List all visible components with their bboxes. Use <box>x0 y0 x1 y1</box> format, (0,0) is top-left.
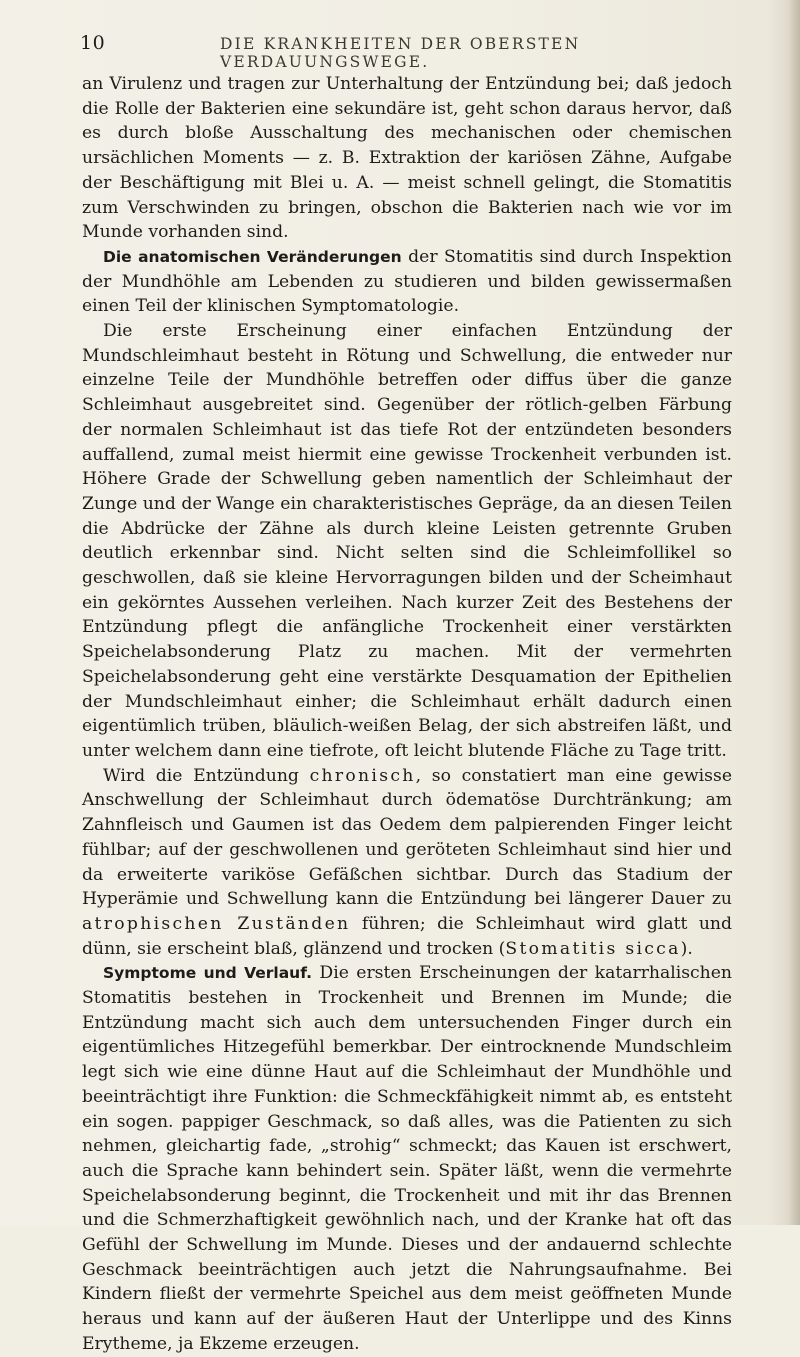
section-lead-anatomical-changes: Die anatomischen Veränderungen <box>103 247 402 266</box>
page-header <box>80 32 730 71</box>
chronic-text-after: führen; die Schleimhaut wird glatt und dünn, sie erscheint blaß, glänzend und trocken ( <box>82 913 733 959</box>
body-text <box>82 72 732 1357</box>
paragraph-symptoms-course <box>82 961 732 1356</box>
chronic-text-end: ). <box>680 938 693 959</box>
emphasis-stomatitis-sicca: Stomatitis sicca <box>505 938 681 959</box>
chronic-text-middle: , so constatiert man eine gewisse Anschwellung der Schleimhaut durch ödematöse Durchtränkung; am Zahnfleisch und Gaumen ist das Oedem dem palpierenden Finger leicht fühlbar; auf der geschwollenen und geröteten Schleimhaut sind hier und da erweiterte variköse Gefäßchen sichtbar. Durch das Stadium der Hyperämie und Schwellung kann die Entzündung bei längerer Dauer zu <box>82 765 732 910</box>
paragraph-intro <box>82 72 732 245</box>
page-edge-shadow <box>788 0 800 1225</box>
paragraph-first-symptoms-text: Die erste Erscheinung einer einfachen Entzündung der Mundschleimhaut besteht in Rötung und Schwellung, die entweder nur einzelne Teile der Mundhöhle betreffen oder diffus über die ganze Schleimhaut ausgebreitet sind. Gegenüber der rötlich-gelben Färbung der normalen Schleimhaut ist das tiefe Rot der entzündeten besonders auffallend, zumal meist hiermit eine gewisse Trockenheit verbunden ist. Höhere Grade der Schwellung geben namentlich der Schleimhaut der Zunge und der Wange ein charakteristisches Gepräge, da an diesen Teilen die Abdrücke der Zähne als durch kleine Leisten getrennte Gruben deutlich erkennbar sind. Nicht selten sind die Schleimfollikel so geschwollen, daß sie kleine Hervorragungen bilden und der Scheimhaut ein gekörntes Aussehen verleihen. Nach kurzer Zeit des Bestehens der Entzündung pflegt die anfängliche Trockenheit einer verstärkten Speichelabsonderung Platz zu machen. Mit der vermehrten Speichelabsonderung geht eine verstärkte Desquamation der Epithelien der Mundschleimhaut einher; die Schleimhaut erhält dadurch einen eigentümlich trüben, bläulich-weißen Belag, der sich abstreifen läßt, und unter welchem dann eine tiefrote, oft leicht blutende Fläche zu Tage tritt. <box>82 321 733 761</box>
paragraph-first-symptoms <box>82 319 732 764</box>
chronic-text-before: Wird die Entzündung <box>103 765 310 786</box>
section-lead-symptoms-course: Symptome und Verlauf. <box>103 964 312 983</box>
page-number: 10 <box>80 32 106 54</box>
paragraph-anatomical-changes-text: der Stomatitis sind durch Inspektion der Mundhöhle am Lebenden zu studieren und bilden gewissermaßen einen Teil der klinischen Symptomatologie. <box>82 246 733 317</box>
paragraph-intro-text: an Virulenz und tragen zur Unterhaltung der Entzündung bei; daß jedoch die Rolle der Bakterien eine sekundäre ist, geht schon daraus hervor, daß es durch bloße Ausschaltung des mechanischen oder chemischen ursächlichen Moments — z. B. Extraktion der kariösen Zähne, Aufgabe der Beschäftigung mit Blei u. A. — meist schnell gelingt, die Stomatitis zum Verschwinden zu bringen, obschon die Bakterien nach wie vor im Munde vorhanden sind. <box>82 74 732 243</box>
emphasis-atrophischen-zustaenden: atrophischen Zuständen <box>82 913 351 934</box>
running-title: DIE KRANKHEITEN DER OBERSTEN VERDAUUNGSWEGE. <box>220 35 581 71</box>
emphasis-chronisch: chronisch <box>309 765 416 786</box>
paragraph-anatomical-changes <box>82 245 732 319</box>
paragraph-symptoms-course-text: Die ersten Erscheinungen der katarrhalischen Stomatitis bestehen in Trockenheit und Brennen im Munde; die Entzündung macht sich auch dem untersuchenden Finger durch ein eigentümliches Hitzegefühl bemerkbar. Der eintrocknende Mundschleim legt sich wie eine dünne Haut auf die Schleimhaut der Mundhöhle und beeinträchtigt ihre Funktion: die Schmeckfähigkeit nimmt ab, es entsteht ein sogen. pappiger Geschmack, so daß alles, was die Patienten zu sich nehmen, gleichartig fade, „strohig“ schmeckt; das Kauen ist erschwert, auch die Sprache kann behindert sein. Später läßt, wenn die vermehrte Speichelabsonderung beginnt, die Trockenheit und mit ihr das Brennen und die Schmerzhaftigkeit gewöhnlich nach, und der Kranke hat oft das Gefühl der Schwellung im Munde. Dieses und der andauernd schlechte Geschmack beeinträchtigen auch jetzt die Nahrungsaufnahme. Bei Kindern fließt der vermehrte Speichel aus dem meist geöffneten Munde heraus und kann auf der äußeren Haut der Unterlippe und des Kinns Erytheme, ja Ekzeme erzeugen. <box>82 963 732 1354</box>
paragraph-chronic <box>82 764 732 962</box>
